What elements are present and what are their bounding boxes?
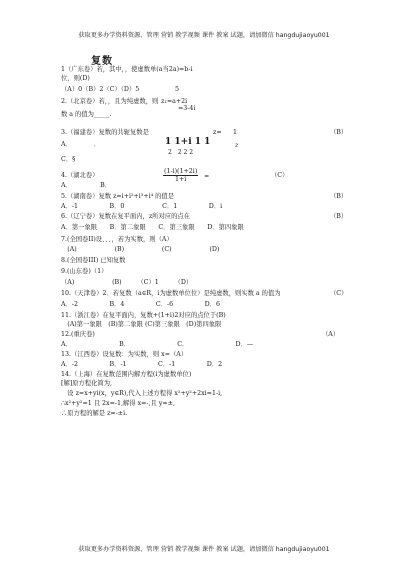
q4-denominator: 1+i bbox=[174, 176, 187, 183]
text-line-q12a: A． B． C． D．— bbox=[61, 341, 254, 348]
answer-a4: （C） bbox=[271, 172, 289, 179]
q4-fraction bbox=[163, 168, 198, 183]
q2-five: 5 bbox=[175, 86, 180, 93]
text-line-q6: 6.（辽宁卷）复数在复平面内，z所对应的点在 bbox=[61, 213, 190, 220]
text-line-q4: 4.（湖北卷） bbox=[61, 172, 99, 179]
text-line-q3a: A． ． bbox=[61, 141, 101, 148]
text-line-q2: 2.（北京卷）若，，且为纯虚数，则 bbox=[61, 98, 159, 105]
text-line-q1c: （A）0（B）2（C）（D）5 bbox=[61, 86, 140, 93]
q3-fraction-row: 1 1+i 1 1 bbox=[165, 137, 211, 147]
text-line-q2b: 数 a 的值为_____. bbox=[61, 111, 112, 118]
text-line-q11: 11.（浙江卷）在复平面内，复数+(1+i)2对应的点位于(B) bbox=[61, 312, 226, 319]
q4-numerator: (1-i)(1+2i) bbox=[164, 168, 198, 175]
text-line-q14a: [解]原方程化简为, bbox=[61, 380, 112, 387]
answer-a3: （B） bbox=[330, 129, 348, 136]
text-line-q10a: A．-2 B．4 C．-6 D．6 bbox=[61, 301, 220, 308]
q4-equals: = bbox=[204, 173, 210, 180]
text-line-q9a: （A) (B) （C）1 （D） bbox=[61, 279, 193, 286]
text-line-q14d: ∴原方程的解是 z=-±i. bbox=[61, 410, 128, 417]
text-line-q13: 13.（江西卷）设复数：为实数，则 x=（A） bbox=[61, 351, 188, 358]
text-line-q3c: C．§ bbox=[61, 156, 76, 163]
text-line-q4a: A． B． bbox=[61, 182, 112, 189]
text-line-q13a: A．-2 B．-1 C．-1 D．2 bbox=[61, 361, 223, 368]
banner-top: 获取更多办学资料资源，管理 营销 教学视频 课件 教案 试题，请加微信 hangdujiaoyu001 bbox=[78, 32, 330, 39]
text-line-q6a: A．第一象限 B．第二象限 C．第三象限 D．第四象限 bbox=[61, 224, 244, 231]
text-line-q8: 8.(全国卷III) 已知复数 bbox=[61, 257, 126, 264]
q3-z-end: z bbox=[235, 142, 239, 149]
page-title: 复数 bbox=[91, 56, 113, 67]
q3-z: z= bbox=[213, 129, 222, 136]
q3-numerator: 1 bbox=[233, 129, 238, 136]
q2-expression-2: =3-4i bbox=[178, 105, 196, 112]
q2-expression: z₁=a+2i bbox=[161, 98, 188, 105]
answer-a6: （B） bbox=[330, 213, 348, 220]
text-line-q9: 9.(山东卷)（1） bbox=[61, 268, 108, 275]
answer-a5: （B） bbox=[330, 193, 348, 200]
text-line-q14: 14.（上海）在复数范围内解方程(i为虚数单位) bbox=[61, 371, 192, 378]
text-line-q14b: 设 z=x+yi(x，y∈R),代入上述方程得 x²+y²+2xi=1-i, bbox=[61, 390, 223, 397]
answer-a10: （C） bbox=[330, 290, 348, 297]
text-line-q7: 7.(全国卷II)设、、、，若为实数，则（A） bbox=[61, 236, 173, 243]
text-line-q1: 1（广东卷）若，其中，，使虚数单(a当2a)=b-i bbox=[61, 66, 193, 73]
text-line-q5: 5.（湖南卷）复数 z=i+i²+i³+i⁴ 的值是 bbox=[61, 193, 175, 200]
text-line-q11a: (A)第一象限 (B)第二象限 (C)第三象限 (D)第四象限 bbox=[61, 321, 222, 328]
text-line-q5a: A．-1 B．0 C．1 D．i bbox=[61, 203, 223, 210]
text-line-q1b: 位，则(D) bbox=[61, 75, 90, 82]
text-line-q3: 3.（福建卷）复数的共轭复数是 bbox=[61, 129, 149, 136]
text-line-q10: 10.（天津卷）2．若复数（a∈R，i为虚数单位位）是纯虚数，则实数 a 的值为 bbox=[61, 290, 281, 297]
banner-bottom: 获取更多办学资料资源，管理 营销 教学视频 课件 教案 试题，请加微信 hangdujiaoyu001 bbox=[78, 546, 330, 553]
q3-denominator-row: 2 2 2 2 bbox=[168, 149, 194, 156]
text-line-q7a: (A) (B) (C) (D) bbox=[61, 246, 220, 253]
text-line-q14c: ∴x²+y²=1 且 2x=-1,解得 x=-,且 y=±, bbox=[61, 400, 175, 407]
text-line-q12: 12.(重庆卷) bbox=[61, 331, 95, 338]
answer-a12: （A） bbox=[322, 331, 340, 338]
